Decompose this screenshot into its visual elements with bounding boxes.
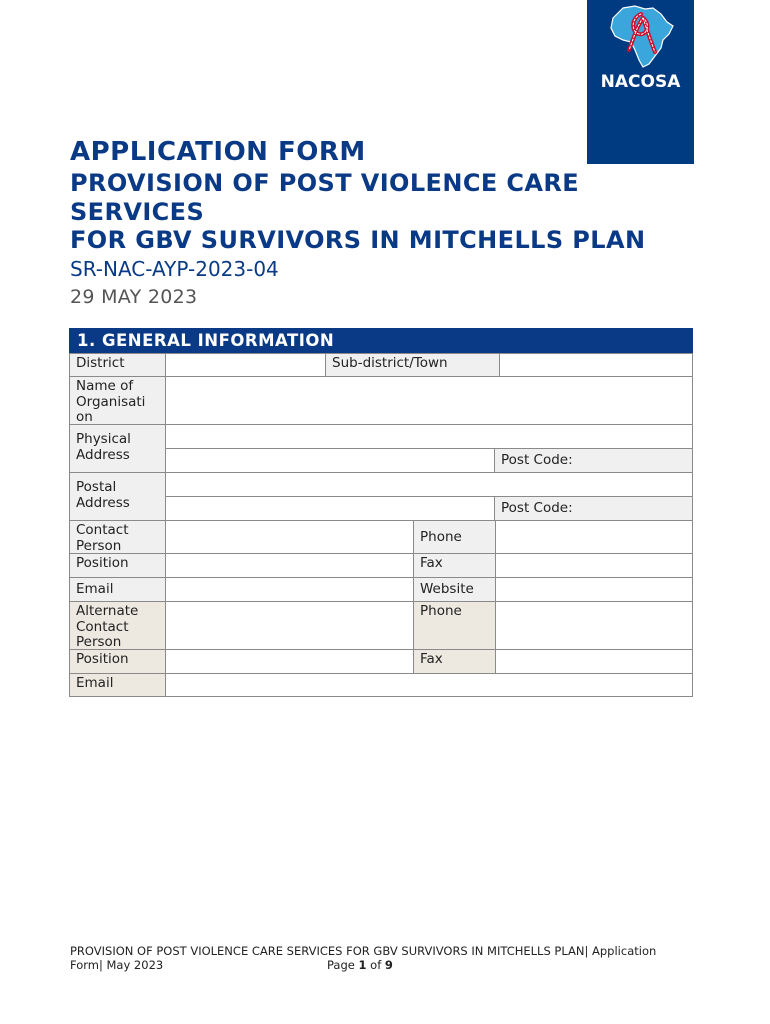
postal-post-code-field[interactable]: Post Code: (494, 496, 693, 521)
subtitle-line-3: FOR GBV SURVIVORS IN MITCHELLS PLAN (70, 226, 646, 254)
district-field[interactable] (165, 353, 326, 377)
alternate-position-label: Position (69, 649, 166, 674)
page-total: 9 (384, 958, 393, 972)
phone-field[interactable] (495, 520, 693, 554)
alternate-fax-field[interactable] (495, 649, 693, 674)
contact-person-field[interactable] (165, 520, 414, 554)
document-date: 29 MAY 2023 (70, 286, 198, 308)
contact-person-label: Contact Person (69, 520, 166, 554)
footer-title: PROVISION OF POST VIOLENCE CARE SERVICES FOR GBV SURVIVORS IN MITCHELLS PLAN| Application (70, 944, 657, 958)
footer-line-2 (70, 958, 680, 972)
physical-post-code-field[interactable]: Post Code: (494, 448, 693, 473)
alternate-fax-label: Fax (413, 649, 496, 674)
position-field[interactable] (165, 553, 414, 578)
page-title: APPLICATION FORM (70, 137, 366, 167)
position-label: Position (69, 553, 166, 578)
physical-address-label: Physical Address (69, 424, 166, 473)
postal-address-field-line-1[interactable] (165, 472, 693, 497)
sub-district-field[interactable] (499, 353, 693, 377)
nacosa-logo (587, 0, 694, 164)
alternate-email-field[interactable] (165, 673, 693, 697)
section-header-general-information: 1. GENERAL INFORMATION (69, 328, 693, 353)
website-label: Website (413, 577, 496, 602)
alternate-position-field[interactable] (165, 649, 414, 674)
alternate-email-label: Email (69, 673, 166, 697)
logo-text: NACOSA (600, 72, 681, 92)
page-number (327, 958, 393, 972)
website-field[interactable] (495, 577, 693, 602)
subtitle-line-1: PROVISION OF POST VIOLENCE CARE (70, 169, 580, 197)
sub-district-label: Sub-district/Town (325, 353, 500, 377)
alternate-phone-label: Phone (413, 601, 496, 650)
alternate-phone-field[interactable] (495, 601, 693, 650)
page-footer (70, 944, 680, 972)
email-label: Email (69, 577, 166, 602)
email-field[interactable] (165, 577, 414, 602)
physical-address-field-line-2[interactable] (165, 448, 495, 473)
alternate-contact-label: Alternate Contact Person (69, 601, 166, 650)
page-prefix: Page (327, 958, 359, 972)
alternate-contact-field[interactable] (165, 601, 414, 650)
page-current: 1 (358, 958, 367, 972)
district-label: District (69, 353, 166, 377)
subtitle-line-2: SERVICES (70, 197, 205, 226)
page-of: of (366, 958, 385, 972)
reference-code: SR-NAC-AYP-2023-04 (70, 257, 279, 281)
fax-label: Fax (413, 553, 496, 578)
postal-address-field-line-2[interactable] (165, 496, 495, 521)
africa-ribbon-icon (601, 4, 681, 70)
physical-address-field-line-1[interactable] (165, 424, 693, 449)
phone-label: Phone (413, 520, 496, 554)
organisation-name-label: Name of Organisati on (69, 376, 166, 425)
fax-field[interactable] (495, 553, 693, 578)
footer-form-date: Form| May 2023 (70, 958, 164, 972)
page-subtitle (70, 169, 710, 255)
organisation-name-field[interactable] (165, 376, 693, 425)
postal-address-label: Postal Address (69, 472, 166, 521)
